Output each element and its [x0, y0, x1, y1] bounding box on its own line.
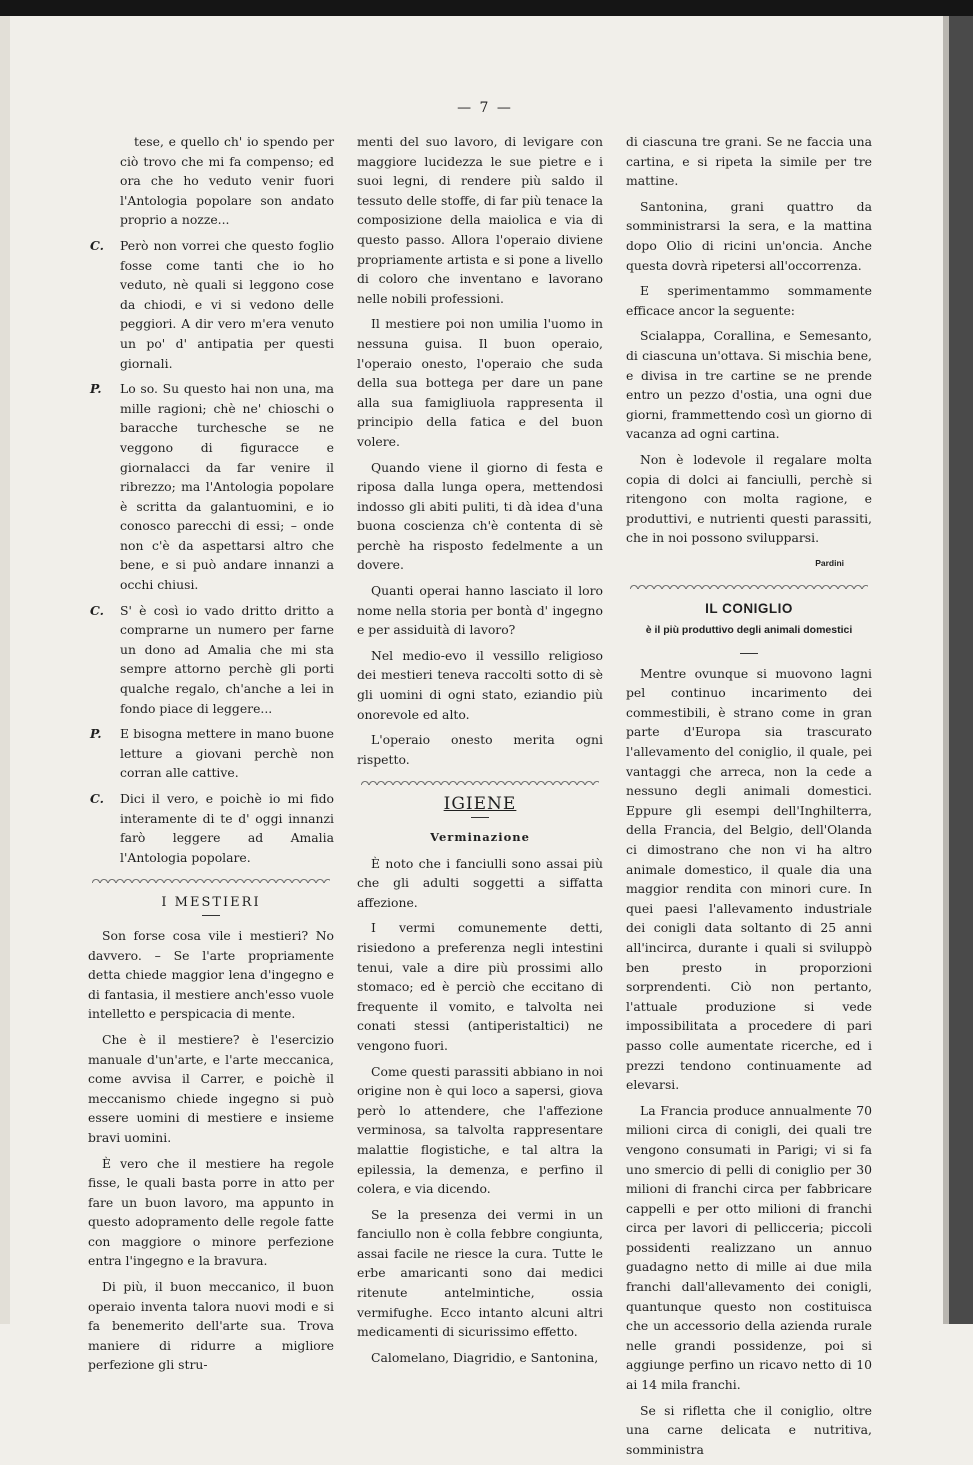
author-signature: Pardini [815, 557, 844, 568]
scan-border-top [0, 0, 973, 16]
paragraph: Son forse cosa vile i mestieri? No davvero. – Se l'arte propriamente detta chiede maggior lena d'ingegno e di fantasia, il mestiere anch'esso vuole intelletto e perspicacia di mente. [88, 927, 334, 1022]
paragraph: Come questi parassiti abbiano in noi origine non è qui loco a sapersi, giova però lo attendere, che l'affezione verminosa, sa talvolta rappresentare malattie flogistiche, e tal altra la epilessia, la demenza, e perfino il colera, e via dicendo. [357, 1063, 603, 1197]
short-divider [202, 915, 220, 916]
wavy-divider [361, 777, 599, 785]
paragraph: Se la presenza dei vermi in un fanciullo non è colla febbre congiunta, assai facile ne riesce la cura. Tutte le erbe amaricanti sono dai medici ritenute antelmintiche, ossia vermifughe. Ecco intanto alcuni altri medicamenti di sicurissimo effetto. [357, 1206, 603, 1340]
speaker-label: P. [90, 726, 102, 742]
paragraph: Non è lodevole il regalare molta copia di dolci ai fanciulli, perchè si ritengono con molta ragione, e produttivi, e nutrienti questi parassiti, che in noi possono svilupparsi. [626, 451, 872, 546]
paragraph: Scialappa, Corallina, e Semesanto, di ciascuna un'ottava. Si mischia bene, e divisa in tre cartine se ne prende entro un pezzo d'ostia, una ogni due giorni, frammettendo così un giorno di vacanza ad ogni cartina. [626, 328, 872, 442]
paragraph: Mentre ovunque si muovono lagni pel continuo incarimento dei commestibili, è strano come in gran parte d'Europa sia trascurato l'allevamento del coniglio, il quale, pei vantaggi che arreca, non la cede a nessuno degli animali domestici. Eppure gli esempi dell'Inghilterra, della Francia, del Belgio, dell'Olanda ci dimostrano che non vi ha altro animale domestico, il quale dia una maggior rendita con minori cure. In quei paesi l'allevamento industriale dei conigli data soltanto di 25 anni all'incirca, durante i quali si sviluppò ben presto in proporzioni sorprendenti. Ciò non pertanto, l'attuale produzione si vede impossibilitata a procedere di pari passo colle aumentate ricerche, ed i prezzi tendono continuamente ad elevarsi. [626, 665, 872, 1093]
paragraph: È vero che il mestiere ha regole fisse, le quali basta porre in atto per fare un buon lavoro, ma appunto in questo adopramento delle regole fatte con maggiore o minore perfezione entra l'ingegno e la bravura. [88, 1155, 334, 1269]
paragraph: di ciascuna tre grani. Se ne faccia una cartina, e si ripeta la simile per tre mattine. [626, 134, 872, 189]
page-number: — 7 — [457, 100, 513, 116]
dialogue-line [88, 236, 334, 373]
speaker-label: P. [90, 381, 102, 397]
dialogue-text: Lo so. Su questo hai non una, ma mille ragioni; chè ne' chioschi o baracche turchesche se ne veggono di figuracce e giornalacci da far venire il ribrezzo; ma l'Antologia popolare è scritta da galantuomini, e io conosco parecchi di essi; – onde non c'è da aspettarsi altro che bene, e si può andare innanzi a occhi chiusi. [120, 381, 334, 593]
speaker-label: C. [90, 237, 104, 253]
section-subtitle-verminazione: Verminazione [430, 830, 530, 844]
dialogue-text: S' è così io vado dritto dritto a comprarne un numero per farne un dono ad Amalia che mi sta sempre attorno perchè gli porti qualche regalo, ch'anche a lei in fondo piace di leggere... [120, 602, 334, 716]
paragraph: E sperimentammo sommamente efficace ancor la seguente: [626, 283, 872, 318]
section-subtitle-coniglio: è il più produttivo degli animali domestici [645, 624, 853, 637]
section-title-mestieri: I MESTIERI [161, 895, 261, 911]
dialogue-line [88, 379, 334, 595]
column-1 [88, 132, 334, 1381]
paragraph: Se si rifletta che il coniglio, oltre una carne delicata e nutritiva, somministra [626, 1402, 872, 1457]
paragraph: La Francia produce annualmente 70 milioni circa di conigli, dei quali tre vengono consumati in Parigi; vi si fa uno smercio di pelli di coniglio per 30 milioni di franchi circa per fabbricare cappelli e per otto milioni di franchi circa per lavori di pellicceria; piccoli possidenti realizzano un annuo guadagno netto di mille ai due mila franchi dall'allevamento dei conigli, quantunque questo non costituisca che un accessorio della azienda rurale nelle grandi possidenze, poi si aggiunge perfino un ricavo netto di 10 ai 14 mila franchi. [626, 1102, 872, 1393]
dialogue-line [88, 724, 334, 783]
paragraph: Santonina, grani quattro da somministrarsi la sera, e la mattina dopo Olio di ricini un'oncia. Anche questa dovrà ripetersi all'occorrenza. [626, 198, 872, 273]
paragraph: Calomelano, Diagridio, e Santonina, [371, 1349, 599, 1365]
paragraph: Che è il mestiere? è l'esercizio manuale d'un'arte, e l'arte meccanica, come avvisa il Carrer, e poichè il meccanismo chiede ingegno si può essere uomini di mestiere e insieme bravi uomini. [88, 1031, 334, 1145]
paragraph: È noto che i fanciulli sono assai più che gli adulti soggetti a siffatta affezione. [357, 855, 603, 910]
dialogue-text: Dici il vero, e poichè io mi fido interamente di te d' oggi innanzi farò leggere ad Amalia l'Antologia popolare. [120, 791, 334, 865]
paragraph: Nel medio-evo il vessillo religioso dei mestieri teneva raccolti sotto di sè gli uomini di ogni stato, eziandio più onorevole ed alto. [357, 647, 603, 722]
speaker-label: C. [90, 602, 104, 618]
short-divider [471, 817, 489, 818]
paragraph: Di più, il buon meccanico, il buon operaio inventa talora nuovi modi e si fa benemerito dell'arte sua. Trova maniere di ridurre a migliore perfezione gli stru- [88, 1279, 334, 1373]
dialogue-text: Però non vorrei che questo foglio fosse come tanti che io ho veduto, nè quali si leggono cose da chiodi, e vi si vedono delle peggiori. A dir vero m'era venuto un po' d' antipatia per questi giornali. [120, 237, 334, 371]
dialogue-text: E bisogna mettere in mano buone letture a giovani perchè non corran alle cattive. [120, 726, 334, 781]
column-2 [357, 132, 603, 1373]
section-title-coniglio: IL CONIGLIO [705, 601, 793, 617]
dialogue-line [88, 789, 334, 867]
short-divider [740, 653, 758, 654]
wavy-divider [92, 875, 330, 883]
dialogue-continuation: tese, e quello ch' io spendo per ciò trovo che mi fa compenso; ed ora che ho veduto venir fuori l'Antologia popolare son andato proprio a nozze... [120, 134, 334, 228]
section-title-igiene: IGIENE [443, 794, 517, 815]
scan-border-right [949, 16, 973, 1324]
column-3 [626, 132, 872, 1465]
speaker-label: C. [90, 791, 104, 806]
paragraph: Il mestiere poi non umilia l'uomo in nessuna guisa. Il buon operaio, l'operaio onesto, l'operaio che suda della sua bottega per dare un pane alla sua famigliuola rappresenta il principio della fatica e del buon volere. [357, 316, 603, 449]
dialogue-line [88, 601, 334, 719]
paragraph: L'operaio onesto merita ogni rispetto. [357, 732, 603, 767]
paragraph: Quando viene il giorno di festa e riposa dalla lunga opera, mettendosi indosso gli abiti puliti, ti dà idea d'una buona coscienza ch'è contenta di sè perchè ha risposto fedelmente a un dovere. [357, 459, 603, 573]
paragraph: Quanti operai hanno lasciato il loro nome nella storia per bontà d' ingegno e per assiduità di lavoro? [357, 583, 603, 638]
wavy-divider [630, 581, 868, 589]
scan-border-left [0, 16, 10, 1324]
paragraph: menti del suo lavoro, di levigare con maggiore lucidezza le sue pietre e i suoi legni, di rendere più saldo il tessuto delle stoffe, di far più tenace la composizione della maiolica e via di questo passo. Allora l'operaio diviene propriamente artista e si pone a livello di coloro che inventano e lavorano nelle nobili professioni. [357, 134, 603, 306]
paragraph: I vermi comunemente detti, risiedono a preferenza negli intestini tenui, vale a dire più prossimi allo stomaco; ed è perciò che eccitano di frequente il vomito, e talvolta nei conati stessi (antiperistaltici) ne vengono fuori. [357, 920, 603, 1053]
